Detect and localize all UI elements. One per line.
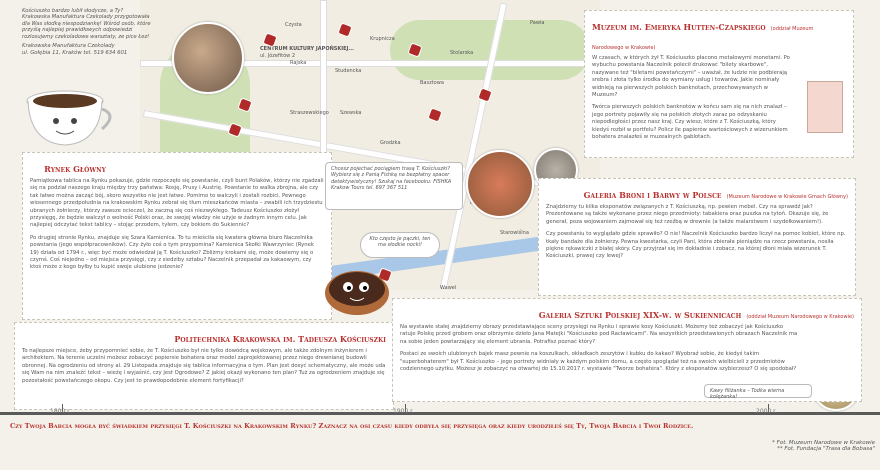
muzeum-hutten-card	[584, 10, 854, 158]
fishka-text: Chcesz pojechać pociągiem trasą T. Kościuszki? Wybierz się z Panią Fishką na bezpłatny spacer detektywistyczny! Szukaj na facebooku: FISHKA Krakow Tours tel. 697 367 511	[331, 166, 452, 191]
timeline-year: 2000 r.	[756, 408, 777, 415]
street-label: Straszewskiego	[290, 110, 329, 116]
banknote-photo	[807, 81, 843, 133]
chocolate-address: ul. Gołębia 11, Kraków tel. 519 634 601	[22, 50, 128, 57]
politechnika-card	[14, 322, 394, 410]
donut-text: Kto często je pączki, ten ma słodkie nocki!	[369, 236, 431, 249]
muzeum-hutten-title: Muzeum im. Emeryka Hutten-Czapskiego	[592, 22, 766, 32]
street-label: Wawel	[440, 285, 457, 290]
muzeum-hutten-p1: W czasach, w których żył T. Kościuszko płacono metalowymi monetami. Po wybuchu powstania Naczelnik polecił drukować "bilety skarbowe", nazywane też "biletami powstańczymi" – uważał, że ludzie nie podbierają srebra i złota tylko środka do wymiany usług i towarów. Jakie nominały widnieją na pierwszych polskich banknotach, przechowywanych w Muzeum?	[592, 55, 790, 99]
street-label: Pawia	[530, 20, 545, 26]
muzeum-hutten-p2: Twórca pierwszych polskich banknotów w końcu sam się na nich znalazł – jego portrety pojawiły się na polskich złotych zaraz po odzyskaniu niepodległości przez nasz kraj. Czy wiesz, które z T. Kościuszką, który kiedyś rozbił w portfelu? Policz ile papierów wartościowych z wizerunkiem bohatera znalazłeś w muzealnych gablotach.	[592, 104, 788, 141]
credit-line: * Fot. Muzeum Narodowe w Krakowie	[772, 440, 875, 446]
chocolate-company: Krakowska Manufaktura Czekolady	[22, 43, 115, 50]
rynek-card	[22, 152, 332, 320]
rynek-p2: Po drugiej stronie Rynku, znajduje się Szara Kamienica. To tu mieściła się kwatera główna biuro Naczelnika powstania (jego współpracowników). Czy żyło coś o tym przypomina? Kamienica Skołki Wawrzyniec (Rynek 19) działa od 1794 r., więc być może odwiedzał ją T. Kościuszko? Zbliżmy krokami się, może dowiemy się o czymś. Coś niejedno – od miejsca przysięgi, czy z siedziby sztabu? Naczelnik przepadał za kakaowym, czy ktoś może z kogo byłby tu kupić swoje ulubione jedzenie?	[30, 234, 314, 271]
credit-line: ** Fot. Fundacja "Trasa dla Bobasa"	[777, 446, 875, 452]
galeria-broni-title: Galeria Broni i Barwy w Polsce	[583, 190, 722, 200]
coffee-text: Kawy filiżanka – Todka wierna kolężanka!	[710, 388, 785, 401]
galeria-sztuki-p2: Postaci ze swoich ulubionych bajek masz pewnie na koszulkach, okładkach zeszytów i kubku do kakao? Wyobraź sobie, że kiedyś takim "superbohaterem" był T. Kościuszko – jego portrety widniały w każdym polskim domu, a często spoglądał też na swoich wielbicieli z przedmiotów codziennego użytku. Możesz je zobaczyć na otwartej do 15.10.2017 r. wystawie "Tworze bohatera". Który z eksponatów szybierzesz? O się spodobał?	[400, 351, 797, 373]
galeria-broni-p1: Znajdziemy tu kilka eksponatów związanych z T. Kościuszką, np. pewien mebel. Czy na sprawdź jak? Prezentowane są także wykonane przez niego przedmioty: tabakiera oraz puszka na tytoń. Okazuje się, że generał, poza wojowaniem zajmował się też rzeźbą w drewnie (a także malarstwem i szydełkowaniem!).	[546, 204, 829, 225]
credits	[740, 440, 875, 452]
cck-label: CENTRUM KULTURY JAPOŃSKIEJ...	[260, 46, 355, 52]
rynek-p1: Pamiątkowa tablica na Rynku pokazuje, gdzie rozpoczęło się powstanie, czyli bunt Polaków, którzy nie zgadzali się na podział naszego kraju między trzy państwa: Rosję, Prusy i Austrię. Powstanie to walka zbrojna, ale czy tak łatwo można zacząć bój, skoro wszystko nie jest łatwe. Pomimo to walczyli i zostali rozbici. Pewnego wiosennego przedpołudnia na krakowskim Rynku zebrał się tłum mieszkańców miasta – zwabili ich trzydziestu ubranych żołnierzy, którzy zawsze ocieczel, że zaczną się coś niezwykłego. Tadeusz Kościuszko złożył przysięgę, że będzie walczył o wolność Polski oraz, że swojej władzy nie użyje w żadnym innym celu. Jak najlepiej odczytać tekst tablicy – stojąc przodem, tyłem, czy bokiem do Sukiennic?	[30, 178, 324, 229]
chocolate-workshop-photo	[172, 22, 244, 94]
map-pin-icon[interactable]	[339, 24, 352, 37]
galeria-sztuki-p1: Na wystawie stałej znajdziemy obrazy przedstawiające sceny przysięgi na Rynku i sprawie kosy Kościuszki. Możemy też zobaczyć jak Kościuszko ratuje Polskę przed grobem oraz olbrzymie dzieło Jana Matejki "Kościuszko pod Racławicami". Na wszystkich przedstawionych obrazach Naczelnik ma na sobie jeden powtarzający się element ubrania. Potrafisz poznać który?	[400, 324, 798, 345]
galeria-sztuki-title: Galeria Sztuki Polskiej XIX-w. w Sukiennicach	[538, 310, 742, 320]
map-pin-icon[interactable]	[264, 34, 277, 47]
coffee-cup-icon	[20, 85, 120, 151]
galeria-sztuki-subtitle: (oddział Muzeum Narodowego w Krakowie)	[746, 314, 854, 320]
street-label: Basztowa	[420, 80, 444, 86]
galeria-broni-subtitle: (Muzeum Narodowe w Krakowie Gmach Główny)	[726, 194, 848, 200]
politechnika-title: Politechnika Krakowska im. Tadeusza Kościuszki	[174, 334, 386, 344]
street-label: Czysta	[285, 22, 302, 28]
timeline-question: Czy Twoja Babcia mogła być świadkiem przysięgi T. Kościuszki na Krakowskim Rynku? Zaznacz na osi czasu kiedy odbyła się przysięga oraz kiedy urodziłeś się Ty, Twoja Babcia i Twoi Rodzice.	[10, 422, 694, 430]
timeline-year: 1900 r.	[393, 408, 414, 415]
donut-bubble	[360, 232, 440, 258]
chocolate-ad-text: Kościuszko bardzo lubił słodycze, a Ty? Krakowska Manufaktura Czekolady przygotowała dla Was słodką niespodziankę! Wśród osób, które przyślą najlepiej prawidłowych odpowiedzi rozlosujemy czekoladowe warsztaty, ze pice Łez!	[22, 8, 151, 40]
map-photo	[466, 150, 534, 218]
street-label: Rajska	[290, 60, 307, 66]
donut-icon	[322, 265, 392, 317]
fishka-bubble	[325, 162, 463, 210]
politechnika-p1: To najlepsze miejsce, żeby przypomnieć sobie, że T. Kościuszko był nie tylko dowódcą wojskowym, ale także zdolnym inżynierem i architektem. Na terenie uczelni możesz zobaczyć popiersie bohatera oraz model zaprojektowanej przez niego drewnianej budowli obronnej. Na ogrodzeniu od strony al. 29 Listopada znajduje się tablica informacyjna o tym. Plan jest dosyć schematyczny, ale może uda się Wam na nim znaleźć tekst – wieżę i wyjaśnić, czy jest Ogrodowe? Z jakiej okazji wykonano ten plan? Tuż za ogrodzeniem znajduje się pozostałość powstańczego okopu. Czy jest to prawdopodobnie element fortyfikacji?	[22, 348, 386, 384]
street-label: Szewska	[340, 110, 362, 116]
galeria-broni-p2: Czy powstaniu to wyglądało gdzie sprawiło? O nie! Naczelnik Kościuszko bardzo liczył na pomoc kobiet, które np. tkały bandaże dla żołnierzy. Pewna kwestarka, czyli Pani, która zbierała pieniądze na rzecz powstania, nosiła piękne rękawiczki z białej skóry. Czy przyjrzał się im dokładnie i zobacz, na której dłoni miała wizerunek T. Kościuszki, prawej czy lewej?	[546, 231, 846, 260]
chocolate-ad	[22, 8, 152, 86]
timeline-axis	[0, 412, 880, 415]
muzeum-hutten-subtitle: (oddział Muzeum Narodowego w Krakowie)	[592, 26, 814, 51]
galeria-broni-card	[538, 178, 856, 296]
street-label: Grodzka	[380, 140, 401, 146]
street-label: Krupnicza	[370, 36, 395, 42]
street-label: Stolarska	[450, 50, 474, 56]
coffee-bubble	[704, 384, 812, 401]
timeline-year: 1800 r.	[50, 408, 71, 415]
map-pin-icon[interactable]	[429, 109, 442, 122]
street-label: Studencka	[335, 68, 362, 74]
cck-sub: ul. Józefitów 2	[260, 53, 295, 59]
street-label: Starowiślna	[500, 230, 529, 236]
rynek-title: Rynek Główny	[44, 164, 106, 174]
